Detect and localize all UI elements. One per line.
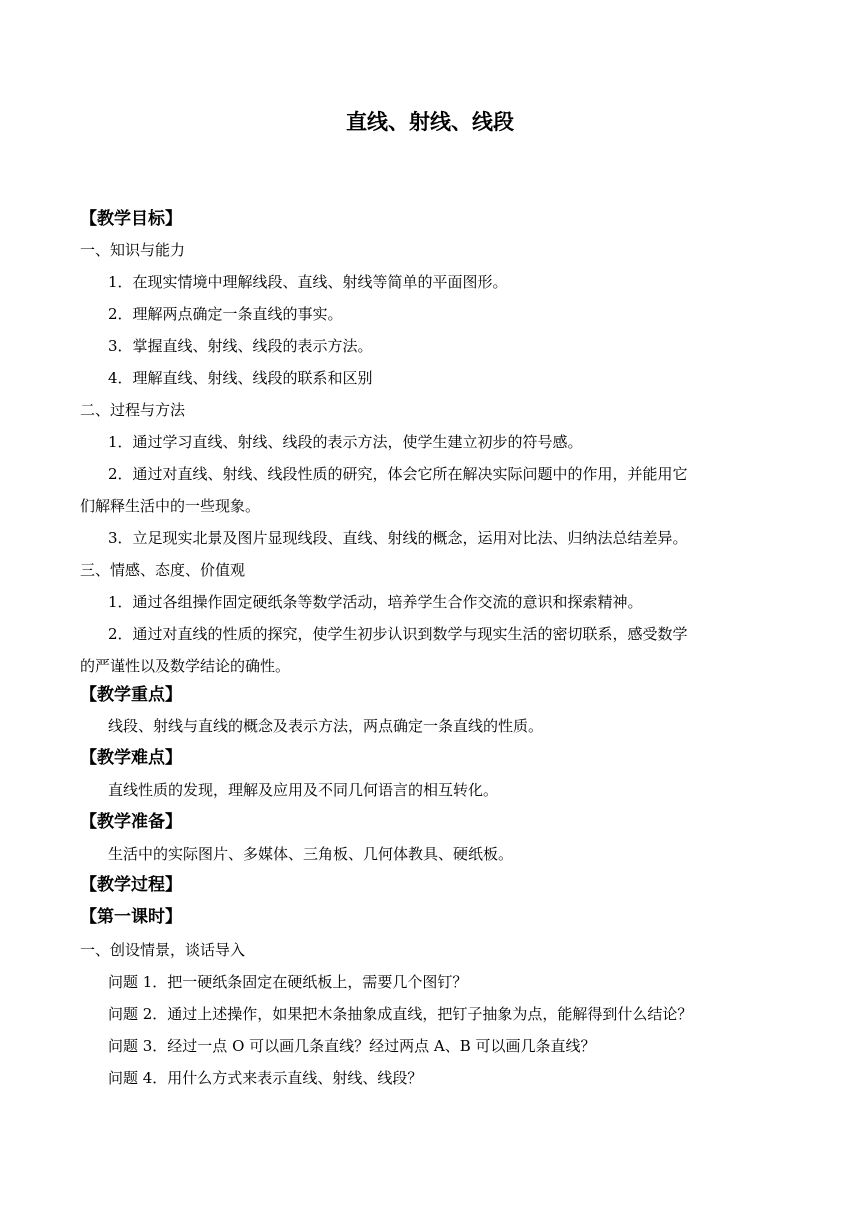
preparation-heading: 【教学准备】 xyxy=(80,812,182,832)
part2-item: 1．通过学习直线、射线、线段的表示方法，使学生建立初步的符号感。 xyxy=(108,433,583,451)
scenario-heading: 一、创设情景，谈话导入 xyxy=(80,941,246,959)
question-item: 问题 1．把一硬纸条固定在硬纸板上，需要几个图钉？ xyxy=(108,973,468,991)
part1-item: 1．在现实情境中理解线段、直线、射线等简单的平面图形。 xyxy=(108,273,508,291)
part1-item: 4．理解直线、射线、线段的联系和区别 xyxy=(108,369,373,387)
part1-item: 3．掌握直线、射线、线段的表示方法。 xyxy=(108,337,373,355)
key-points-text: 线段、射线与直线的概念及表示方法，两点确定一条直线的性质。 xyxy=(108,717,544,735)
question-item: 问题 4．用什么方式来表示直线、射线、线段？ xyxy=(108,1069,423,1087)
process-heading: 【教学过程】 xyxy=(80,875,182,895)
difficulties-heading: 【教学难点】 xyxy=(80,748,182,768)
objectives-heading: 【教学目标】 xyxy=(80,209,182,229)
part2-heading: 二、过程与方法 xyxy=(80,401,186,419)
part3-item: 1．通过各组操作固定硬纸条等数学活动，培养学生合作交流的意识和探索精神。 xyxy=(108,593,643,611)
lesson1-heading: 【第一课时】 xyxy=(80,907,182,927)
part3-item: 的严谨性以及数学结论的确性。 xyxy=(80,657,291,675)
question-item: 问题 3．经过一点 O 可以画几条直线？经过两点 A、B 可以画几条直线？ xyxy=(108,1037,596,1055)
question-item: 问题 2．通过上述操作，如果把木条抽象成直线，把钉子抽象为点，能解得到什么结论？ xyxy=(108,1005,693,1023)
part3-item: 2．通过对直线的性质的探究，使学生初步认识到数学与现实生活的密切联系，感受数学 xyxy=(108,625,688,643)
part1-item: 2．理解两点确定一条直线的事实。 xyxy=(108,305,343,323)
part2-item: 3．立足现实北景及图片显现线段、直线、射线的概念，运用对比法、归纳法总结差异。 xyxy=(108,529,688,547)
document-title: 直线、射线、线段 xyxy=(346,110,514,134)
part3-heading: 三、情感、态度、价值观 xyxy=(80,561,246,579)
key-points-heading: 【教学重点】 xyxy=(80,685,182,705)
difficulties-text: 直线性质的发现，理解及应用及不同几何语言的相互转化。 xyxy=(108,781,499,799)
preparation-text: 生活中的实际图片、多媒体、三角板、几何体教具、硬纸板。 xyxy=(108,845,514,863)
part2-item: 2．通过对直线、射线、线段性质的研究，体会它所在解决实际问题中的作用，并能用它 xyxy=(108,465,688,483)
part2-item: 们解释生活中的一些现象。 xyxy=(80,497,261,515)
part1-heading: 一、知识与能力 xyxy=(80,241,186,259)
